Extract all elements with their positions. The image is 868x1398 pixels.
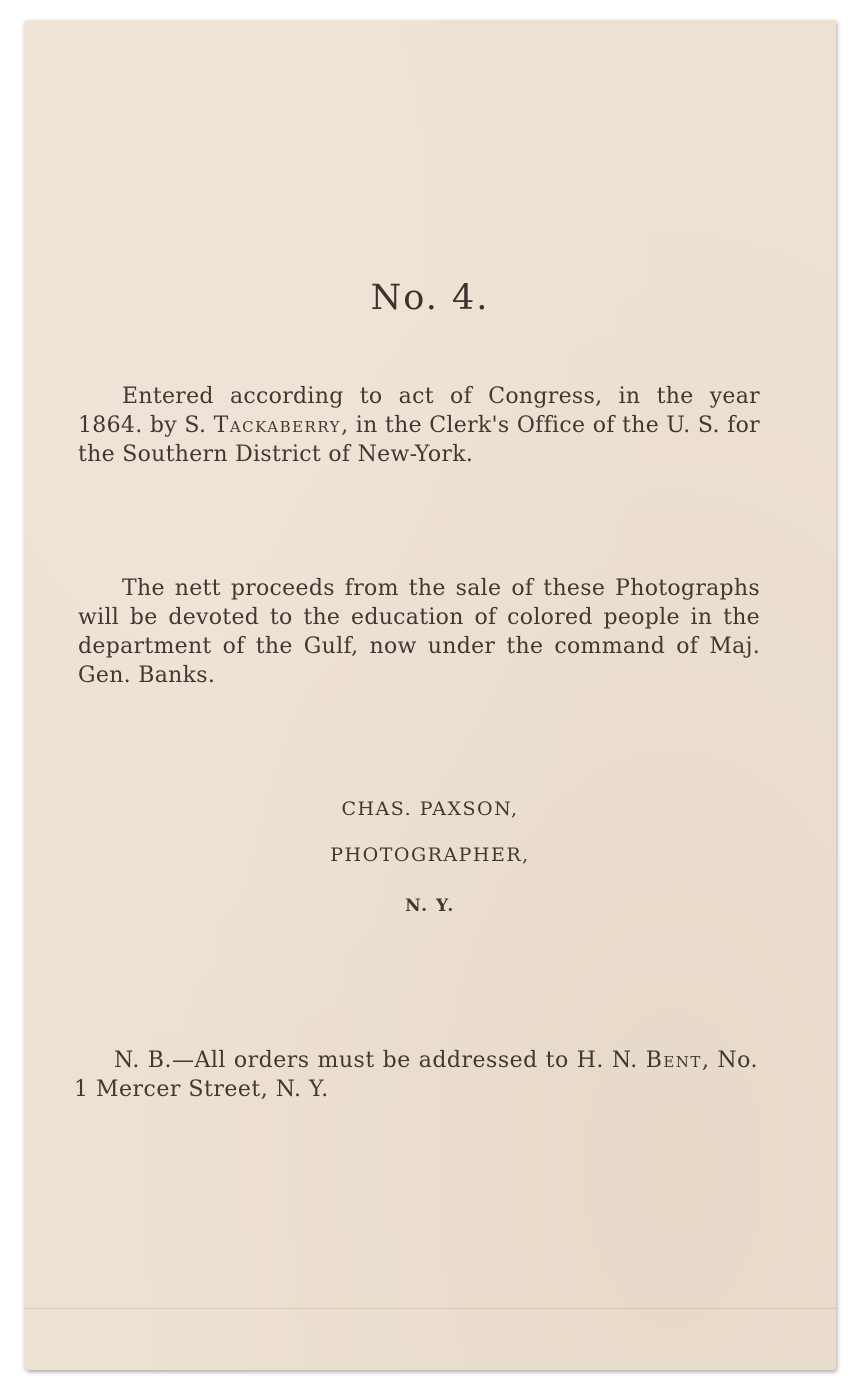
proceeds-notice: The nett proceeds from the sale of these Photographs will be devoted to the education of colored people in the department of the Gulf, now under the command of Maj. Gen. Banks.: [78, 576, 760, 688]
copyright-notice: [78, 382, 760, 469]
copyright-tail: , in the Clerk's Office of the U. S. for the Southern District of New-York.: [78, 413, 760, 467]
card-back: [24, 20, 836, 1370]
orders-note-name: Bent: [645, 1048, 702, 1073]
photographer-role: PHOTOGRAPHER,: [330, 844, 530, 866]
orders-note: [74, 1046, 758, 1104]
paper-crease: [24, 1308, 836, 1309]
photographer-name: CHAS. PAXSON,: [341, 798, 519, 820]
orders-note-lead: N. B.—All orders must be addressed to H. N.: [114, 1048, 646, 1073]
orders-note-tail: , No. 1 Mercer Street, N. Y.: [74, 1048, 758, 1102]
card-number-title: No. 4.: [370, 278, 490, 318]
copyright-name: Tackaberry: [213, 413, 342, 438]
copyright-lead: Entered according to act of Congress, in the year 1864. by S.: [78, 384, 760, 438]
photographer-city: N. Y.: [405, 896, 455, 916]
